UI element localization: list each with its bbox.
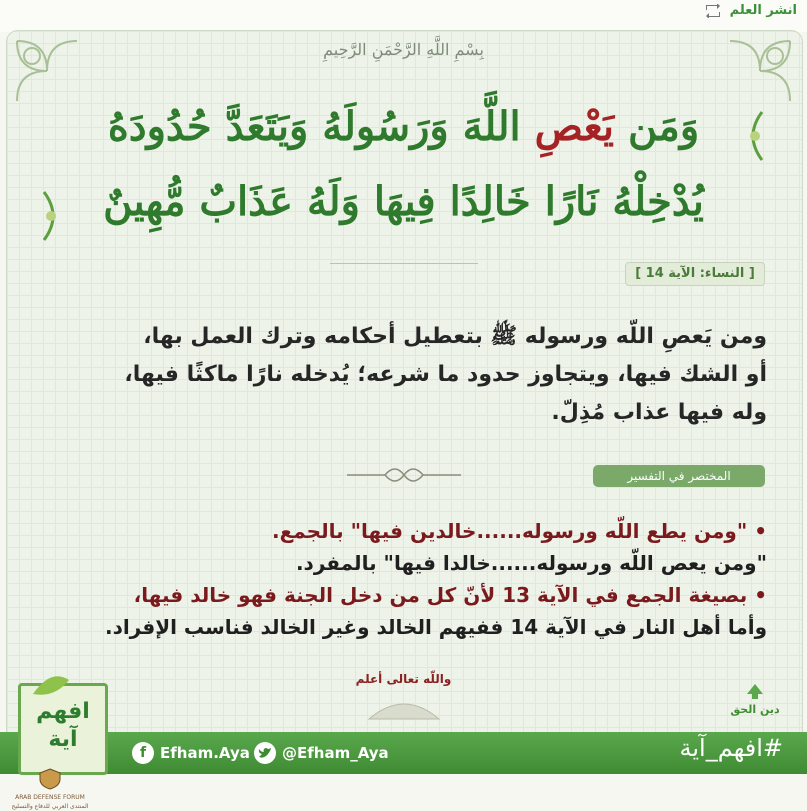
verse-line-1 <box>40 105 767 149</box>
twitter-handle: @Efham_Aya <box>282 744 389 762</box>
twitter-link[interactable] <box>254 742 389 764</box>
leaf-icon <box>31 674 71 698</box>
logo-text <box>25 698 101 754</box>
logo-word-1: افهم <box>36 699 90 724</box>
tafsir-text <box>40 318 767 432</box>
facebook-handle: Efham.Aya <box>160 744 250 762</box>
tree-icon <box>743 682 767 700</box>
tafsir-line: ومن يَعصِ اللّه ورسوله ﷺ بتعطيل أحكامه وترك العمل بها، <box>143 324 767 349</box>
top-bar <box>0 0 807 32</box>
verse-text: وَمَن <box>614 103 700 150</box>
twitter-icon <box>254 742 276 764</box>
notes <box>38 515 767 643</box>
note-line: • بصيغة الجمع في الآية 13 لأنّ كل من دخل الجنة فهو خالد فيها، <box>133 583 767 607</box>
shield-icon <box>38 768 62 790</box>
tafsir-line: أو الشك فيها، ويتجاوز حدود ما شرعه؛ يُدخله نارًا ماكثًا فيها، <box>124 362 767 387</box>
verse-text: يُدْخِلْهُ نَارًا خَالِدًا فِيهَا وَلَهُ عَذَابٌ مُّهِينٌ <box>103 178 704 225</box>
verse-line-2 <box>40 180 767 224</box>
verse-text: اللَّهَ وَرَسُولَهُ وَيَتَعَدَّ حُدُودَهُ <box>107 103 535 150</box>
app-logo <box>18 683 108 775</box>
note-line: وأما أهل النار في الآية 14 ففيهم الخالد وغير الخالد فناسب الإفراد. <box>104 615 767 639</box>
bismillah: بِسْمِ اللَّهِ الرَّحْمَنِ الرَّحِيمِ <box>323 40 484 59</box>
watermark-line: المنتدى العربي للدفاع والتسليح <box>11 803 89 810</box>
brand-label: دين الحق <box>730 703 780 716</box>
note-line: • "ومن يطع اللّه ورسوله......خالدين فيها" بالجمع. <box>272 519 767 543</box>
share-button[interactable] <box>704 3 797 18</box>
section-label: المختصر في التفسير <box>593 465 765 487</box>
closing-text: واللّه تعالى أعلم <box>355 672 452 686</box>
verse-highlight: يَعْصِ <box>534 103 615 150</box>
watermark-line: ARAB DEFENSE FORUM <box>15 794 85 801</box>
watermark <box>0 768 100 810</box>
logo-word-2: آية <box>48 727 78 752</box>
facebook-icon: f <box>132 742 154 764</box>
tafsir-line: وله فيها عذاب مُذِلّ. <box>551 400 767 425</box>
bottom-ornament-icon <box>365 695 443 723</box>
facebook-link[interactable] <box>132 742 250 764</box>
divider-ornament-icon <box>345 462 463 488</box>
note-line: "ومن يعص اللّه ورسوله......خالدا فيها" بالمفرد. <box>295 551 767 575</box>
hashtag: #افهم_آية <box>679 734 783 762</box>
share-label: انشر العلم <box>729 3 797 18</box>
divider <box>330 263 478 264</box>
verse-reference: [ النساء: الآية 14 ] <box>625 262 765 286</box>
brand-mark <box>730 682 780 726</box>
footer <box>0 732 807 774</box>
repost-icon <box>704 4 722 18</box>
